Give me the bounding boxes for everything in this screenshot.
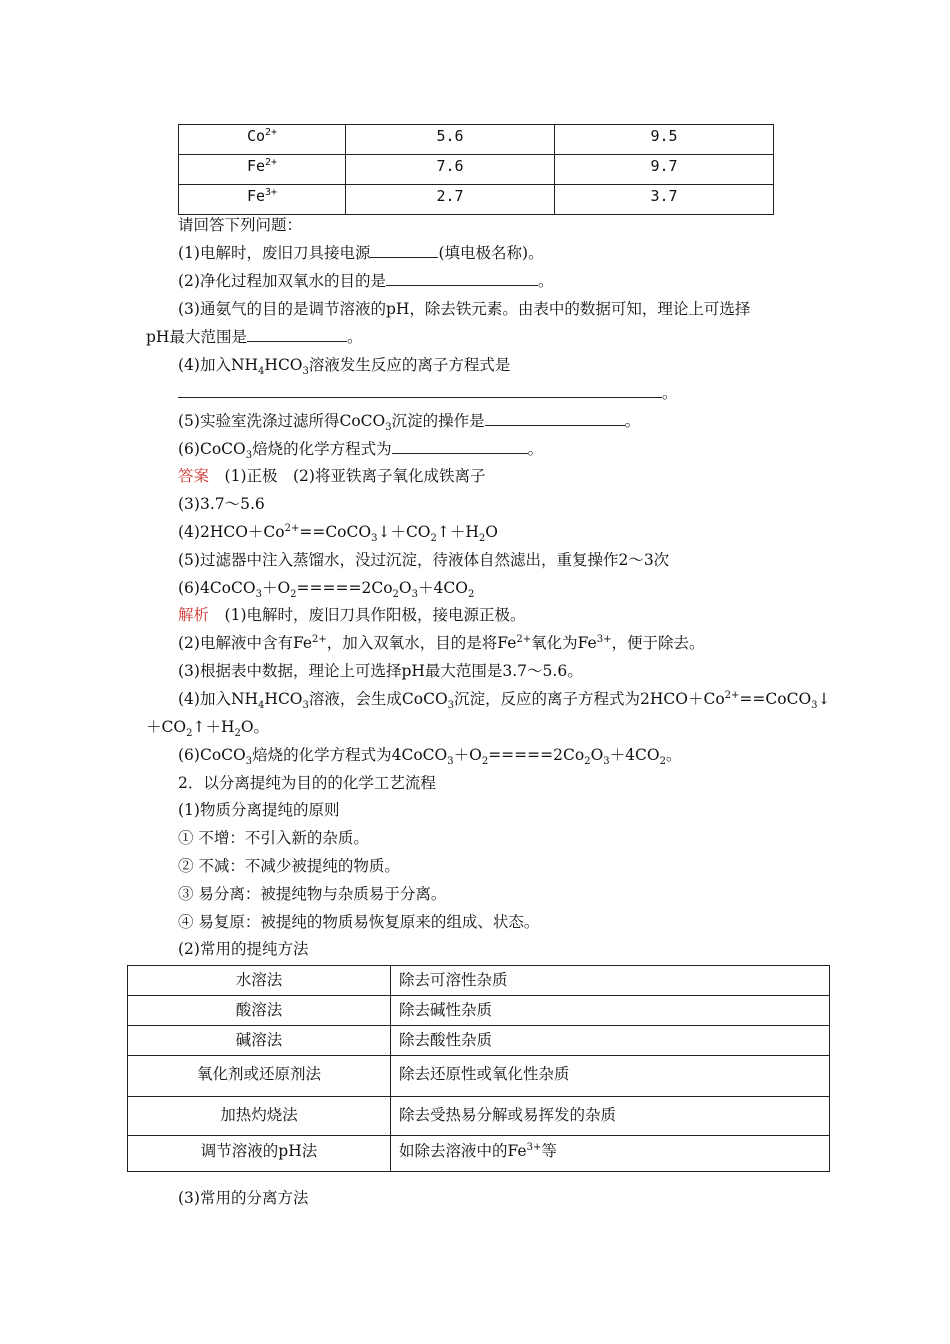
question-2: (2)净化过程加双氧水的目的是 。 [178,272,554,290]
principle-4: ④ 易复原：被提纯的物质易恢复原来的组成、状态。 [178,913,540,931]
principles-heading: (1)物质分离提纯的原则 [178,801,340,819]
prompt: 请回答下列问题： [178,216,303,234]
end-ph: 9.5 [650,127,678,145]
table-row: $Co^{2+}$ 5.6 9.5 [179,125,774,155]
ion-name: Fe [246,187,265,205]
method-desc: 除去酸性杂质 [399,1031,493,1049]
analysis-6: (6)CoCO$_3$焙烧的化学方程式为$4CoCO_3+O_2=====2Co_2O_3+4CO_2$。 [178,746,682,768]
principle-2: ② 不减：不减少被提纯的物质。 [178,857,400,875]
question-3-cont: pH最大范围是 。 [146,328,363,346]
method-desc: 除去碱性杂质 [399,1001,493,1019]
ion-name: Fe [246,157,265,175]
analysis-label: 解析 [178,606,210,624]
analysis-3: (3)根据表中数据，理论上可选择pH最大范围是3.7～5.6。 [178,662,583,680]
answer-label: 答案 [178,467,210,485]
begin-ph: 7.6 [436,157,464,175]
table-row [128,1056,830,1097]
principle-1: ① 不增：不引入新的杂质。 [178,829,369,847]
question-5: (5)实验室洗涤过滤所得CoCO$_3$沉淀的操作是 。 [178,412,641,434]
ion-ph-table [178,124,774,215]
purification-methods-table [127,965,830,1172]
method-desc: 除去受热易分解或易挥发的杂质 [399,1106,617,1124]
method-name: 加热灼烧法 [220,1106,298,1124]
table-row [128,1026,830,1056]
methods-heading: (2)常用的提纯方法 [178,940,309,958]
analysis-4-cont: $+CO_2↑+H_2O$。 [146,718,270,740]
method-name: 调节溶液的pH法 [200,1142,318,1160]
analysis-2: (2)电解液中含有$Fe^{2+}$，加入双氧水，目的是将$Fe^{2+}$氧化为$Fe^{3+}$，便于除去。 [178,633,705,652]
table-row: $Fe^{2+}$ 7.6 9.7 [179,155,774,185]
table-row [128,1136,830,1172]
method-desc: 如除去溶液中的$Fe^{3+}$等 [399,1141,557,1160]
table-row: $Fe^{3+}$ 2.7 3.7 [179,185,774,215]
end-ph: 3.7 [650,187,678,205]
analysis-4: (4)加入$NH_4HCO_3$溶液，会生成CoCO$_3$沉淀，反应的离子方程式为$2HCO+Co^{2+}==CoCO_3↓$ [178,689,831,712]
method-desc: 除去还原性或氧化性杂质 [399,1065,570,1083]
table-row [128,1097,830,1136]
end-ph: 9.7 [650,157,678,175]
begin-ph: 2.7 [436,187,464,205]
method-name: 酸溶法 [235,1001,283,1019]
question-4: (4)加入$NH_4HCO_3$溶液发生反应的离子方程式是 [178,356,511,378]
answer-1: 答案 (1)正极 (2)将亚铁离子氧化成铁离子 [178,467,486,485]
begin-ph: 5.6 [436,127,464,145]
answer-6: $(6)4CoCO_3+O_2=====2Co_2O_3+4CO_2$ [178,579,475,601]
question-1: (1)电解时，废旧刀具接电源 (填电极名称)。 [178,244,544,262]
table-row [128,996,830,1026]
method-name: 碱溶法 [235,1031,283,1049]
section-title: 2．以分离提纯为目的的化学工艺流程 [178,774,436,792]
method-name: 氧化剂或还原剂法 [196,1065,321,1083]
answer-5: (5)过滤器中注入蒸馏水，没过沉淀，待液体自然滤出，重复操作2～3次 [178,551,670,569]
question-6: (6)CoCO$_3$焙烧的化学方程式为 。 [178,440,544,462]
table-row [128,966,830,996]
analysis-1: 解析 (1)电解时，废旧刀具作阳极，接电源正极。 [178,606,526,624]
answer-3: (3)3.7～5.6 [178,495,265,513]
method-desc: 除去可溶性杂质 [399,971,508,989]
answer-4: $(4)2HCO+Co^{2+}==CoCO_3↓+CO_2↑+H_2O$ [178,522,498,545]
separation-heading: (3)常用的分离方法 [178,1189,309,1207]
principle-3: ③ 易分离：被提纯物与杂质易于分离。 [178,885,447,903]
ion-name: Co [246,127,265,145]
question-4-blank: 。 [178,383,678,403]
question-3: (3)通氨气的目的是调节溶液的pH，除去铁元素。由表中的数据可知，理论上可选择 [178,300,751,318]
method-name: 水溶法 [235,971,283,989]
